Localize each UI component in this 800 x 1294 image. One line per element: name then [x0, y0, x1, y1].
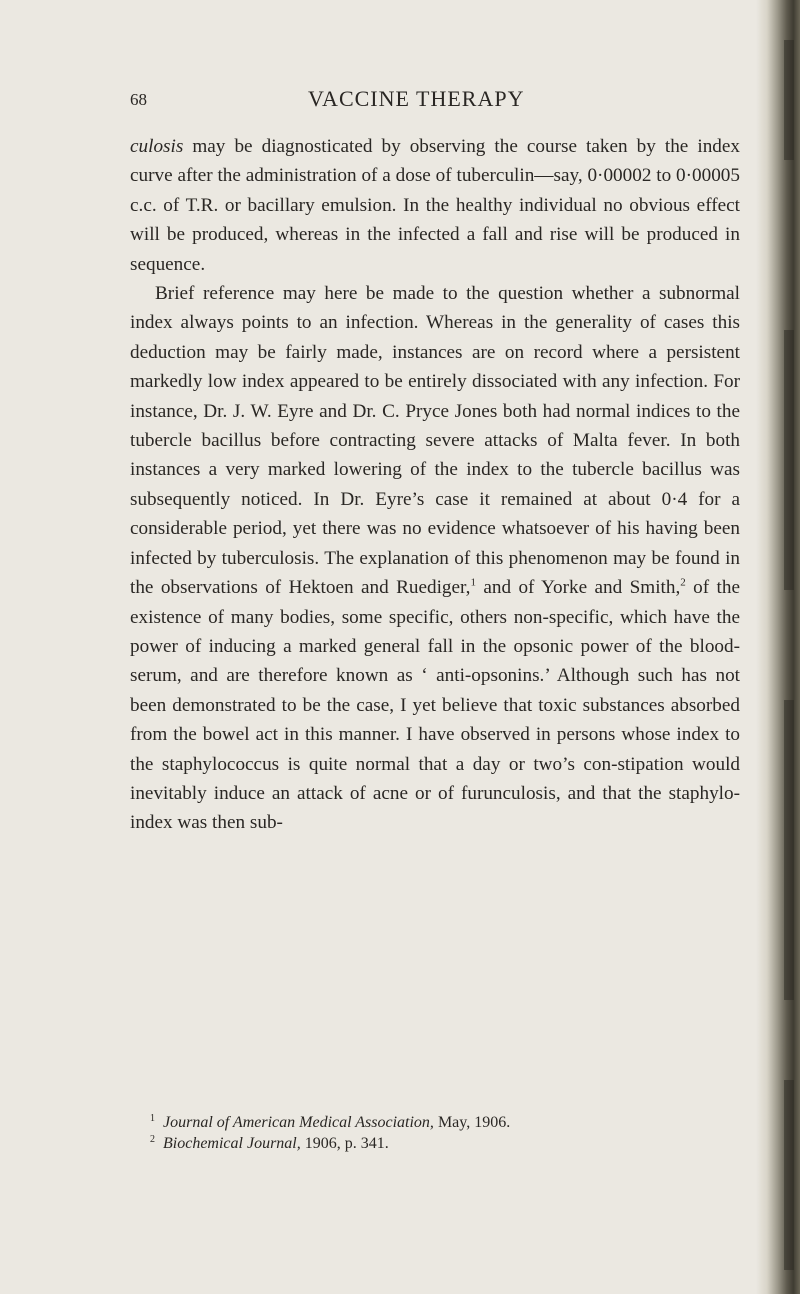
page-header [130, 86, 750, 116]
footnote-source: Biochemical Journal, [163, 1135, 301, 1152]
running-head: VACCINE THERAPY [308, 86, 525, 111]
page-binding-edge [756, 0, 800, 1294]
footnote-number: 2 [150, 1133, 155, 1145]
footnote-detail: 1906, p. 341. [300, 1135, 389, 1152]
footnote-ref: 1 [470, 576, 476, 589]
binding-shadow [784, 1080, 794, 1270]
footnote-detail: May, 1906. [433, 1114, 511, 1131]
paragraph [130, 279, 740, 838]
footnote [150, 1133, 740, 1154]
paragraph-text: and of Yorke and Smith, [475, 577, 681, 599]
body-text [130, 132, 740, 838]
binding-shadow [784, 40, 794, 160]
footnote-number: 1 [150, 1112, 155, 1124]
binding-shadow [784, 700, 794, 1000]
paragraph-text: Brief reference may here be made to the question whether a subnormal index always points to an infection. Whereas in the generality of cases this deduction may be fairly made, instances are on record where a persistent markedly low index appeared to be entirely dissociated with any infection. For instance, Dr. J. W. Eyre and Dr. C. Pryce Jones both had normal indices to the tubercle bacillus before contracting severe attacks of Malta fever. In both instances a very marked lowering of the index to the tubercle bacillus was subsequently noticed. In Dr. Eyre’s case it remained at about 0·4 for a considerable period, yet there was no evidence whatsoever of his having been infected by tuberculosis. The explanation of this phenomenon may be found in the observations of Hektoen and Ruediger, [130, 283, 740, 599]
footnote-source: Journal of American Medical Association, [163, 1114, 434, 1131]
paragraph-text: of the existence of many bodies, some specific, others non-specific, which have the power of inducing a marked general fall in the opsonic power of the blood-serum, and are therefore known as ‘ anti-opsonins.’ Although such has not been demonstrated to be the case, I yet believe that toxic substances absorbed from the bowel act in this manner. I have observed in persons whose index to the staphylococcus is quite normal that a day or two’s con-stipation would inevitably induce an attack of acne or of furunculosis, and that the staphylo-index was then sub- [130, 577, 740, 834]
paragraph [130, 132, 740, 279]
footnote [150, 1112, 740, 1133]
paragraph-text: may be diagnosticated by observing the course taken by the index curve after the administration of a dose of tuberculin—say, 0·00002 to 0·00005 c.c. of T.R. or bacillary emulsion. In the healthy individual no obvious effect will be produced, whereas in the infected a fall and rise will be produced in sequence. [130, 136, 740, 275]
footnotes [150, 1112, 740, 1154]
footnote-ref: 2 [680, 576, 686, 589]
page-number: 68 [130, 90, 147, 109]
binding-shadow [784, 330, 794, 590]
paragraph-lead-italic: culosis [130, 136, 184, 157]
